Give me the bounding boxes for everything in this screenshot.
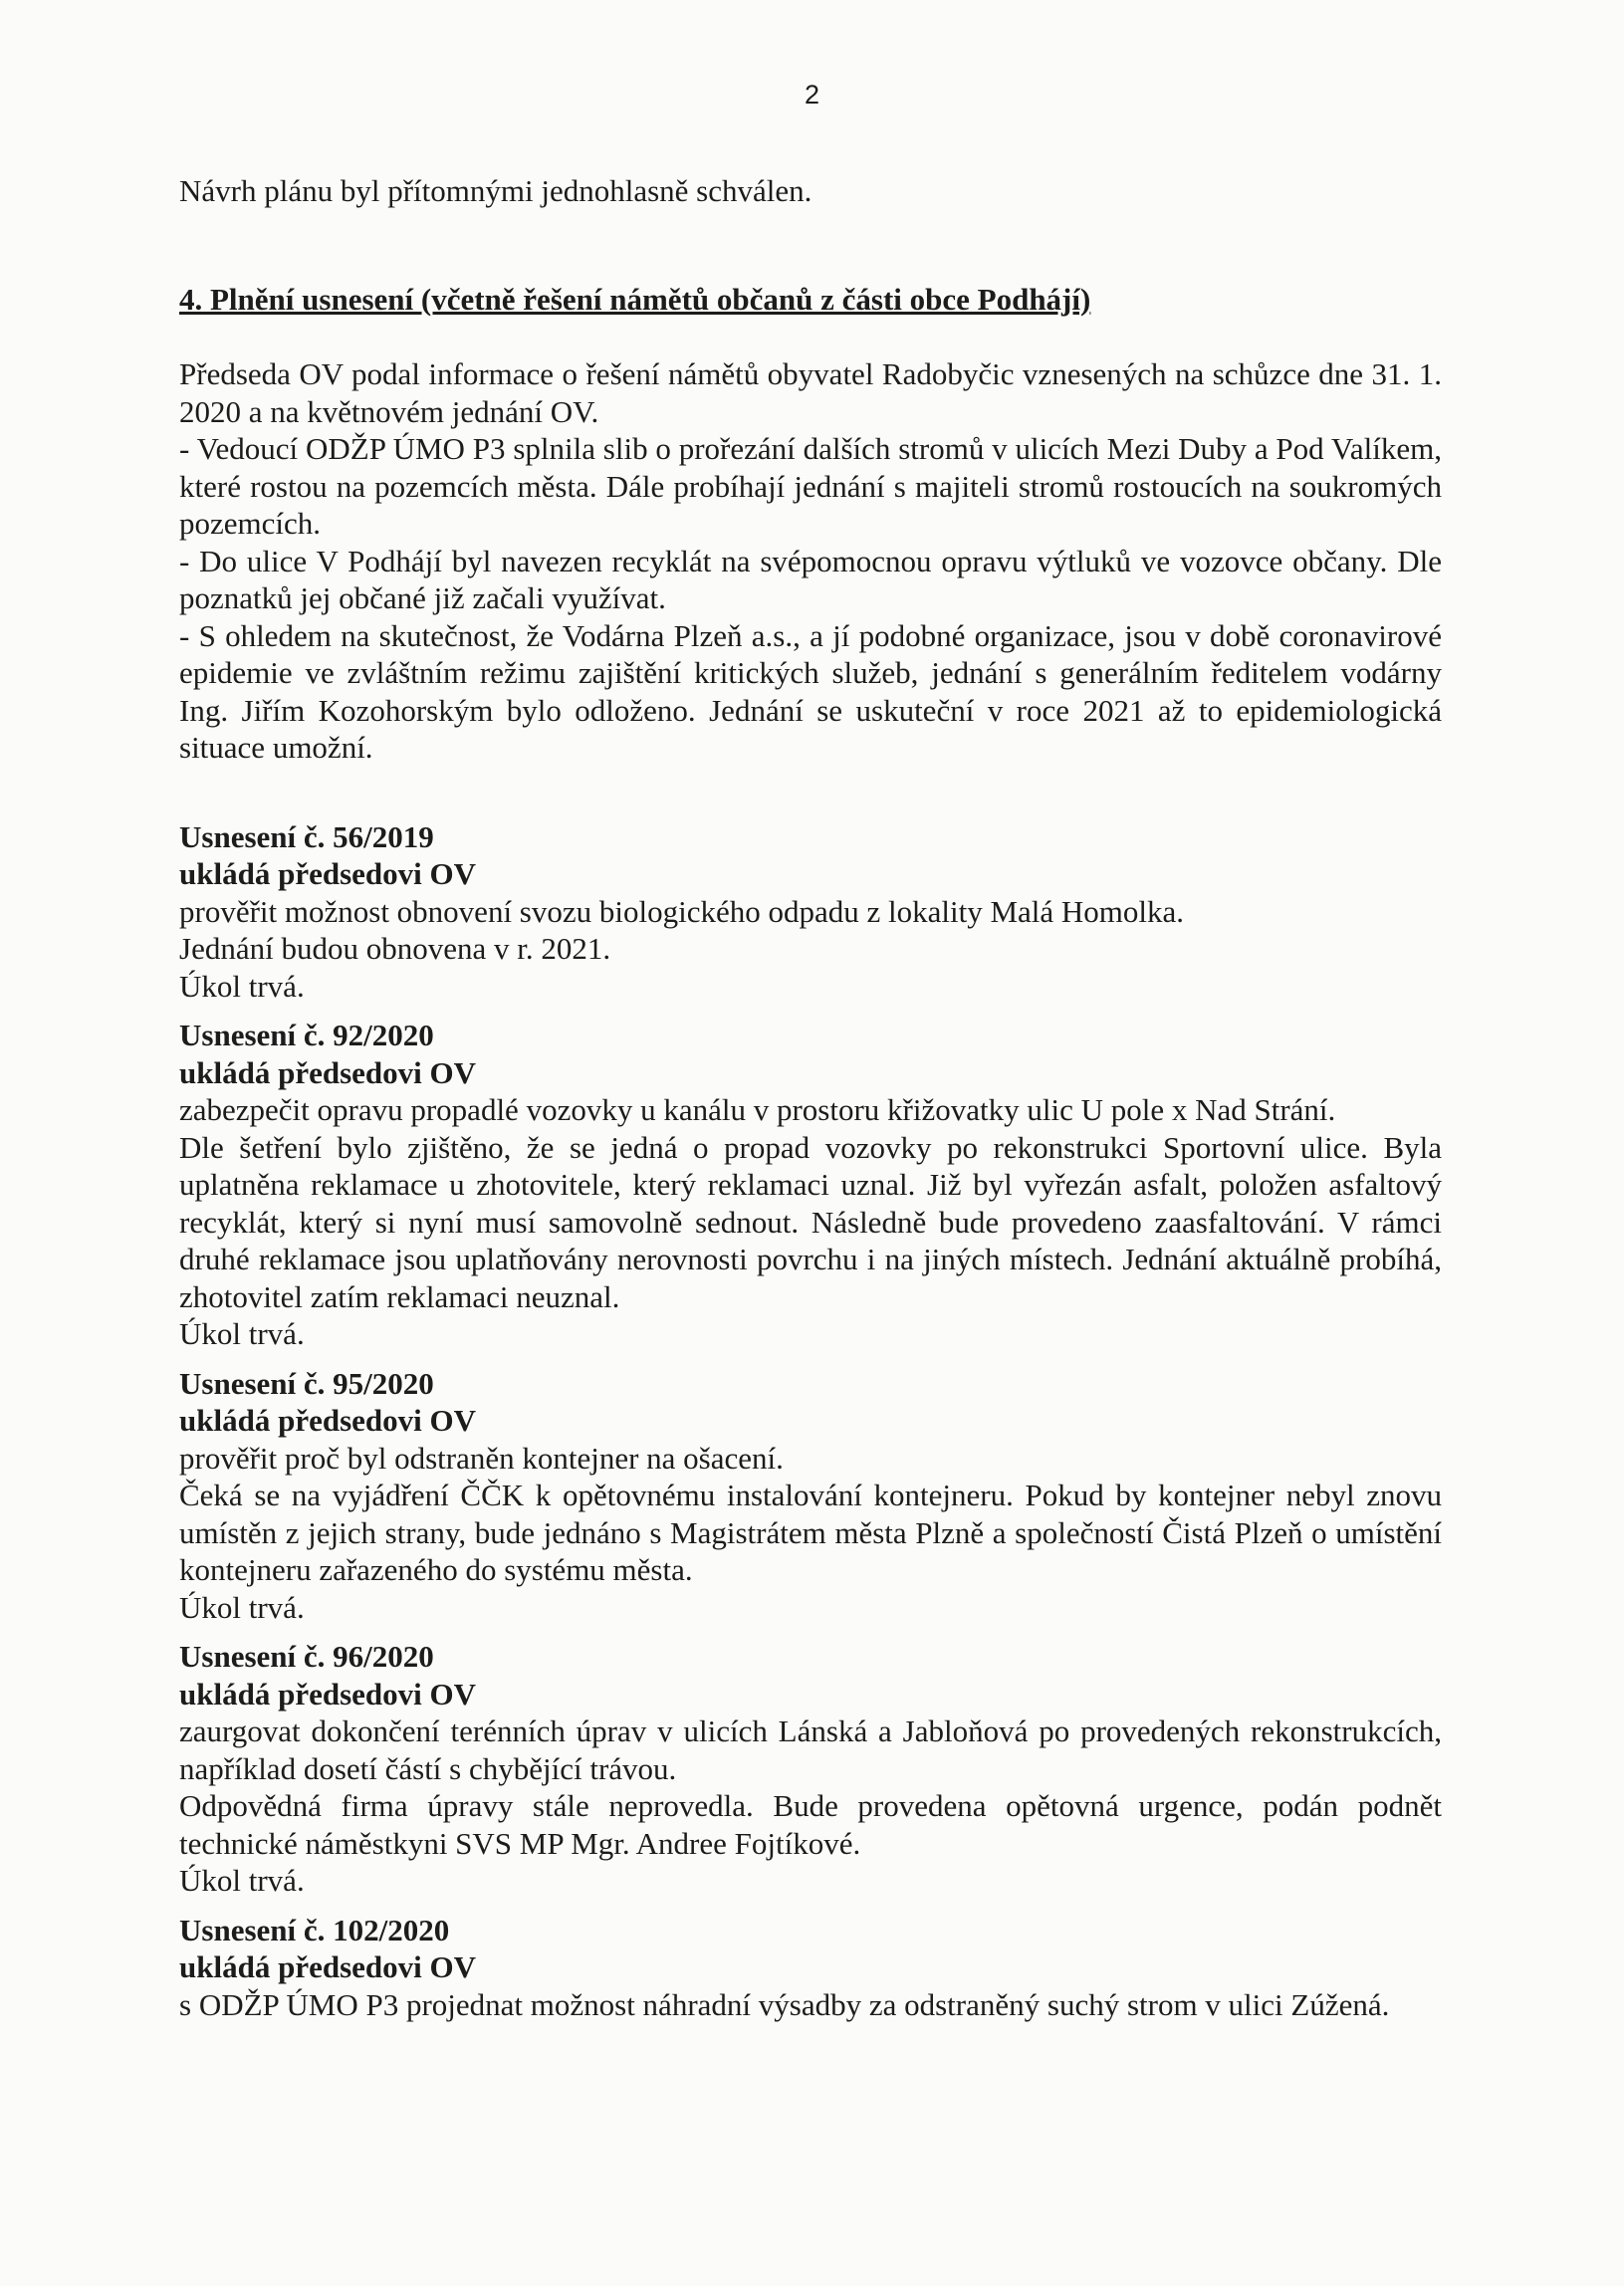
- section-paragraph: - Do ulice V Podhájí byl navezen recyklát na svépomocnou opravu výtluků ve vozovce občany. Dle poznatků jej občané již začali využívat.: [179, 543, 1442, 615]
- resolution-line: prověřit proč byl odstraněn kontejner na ošacení.: [179, 1440, 784, 1476]
- spacer: [179, 767, 1442, 818]
- resolution-title: Usnesení č. 92/2020: [179, 1018, 434, 1052]
- resolution-verb: ukládá předsedovi OV: [179, 856, 477, 891]
- resolution-title: Usnesení č. 102/2020: [179, 1912, 450, 1947]
- document-body: [179, 172, 1442, 2035]
- resolution-block: [179, 1638, 1442, 1900]
- resolution-block: [179, 818, 1442, 1006]
- section-paragraph: - Vedoucí ODŽP ÚMO P3 splnila slib o prořezání dalších stromů v ulicích Mezi Duby a Pod Valíkem, které rostou na pozemcích města. Dále probíhají jednání s majiteli stromů rostoucích na soukromých pozemcích.: [179, 431, 1442, 541]
- resolution-line: Dle šetření bylo zjištěno, že se jedná o propad vozovky po rekonstrukci Sportovní ulice. Byla uplatněna reklamace u zhotovitele, který reklamaci uznal. Již byl vyřezán asfalt, položen asfaltový recyklát, který si nyní musí samovolně sednout. Následně bude provedeno zaasfaltování. V rámci druhé reklamace jsou uplatňovány nerovnosti povrchu i na jiných místech. Jednání aktuálně probíhá, zhotovitel zatím reklamaci neuznal.: [179, 1129, 1442, 1314]
- section-paragraph: - S ohledem na skutečnost, že Vodárna Plzeň a.s., a jí podobné organizace, jsou v době coronavirové epidemie ve zvláštním režimu zajištění kritických služeb, jednání s generálním ředitelem vodárny Ing. Jiřím Kozohorským bylo odloženo. Jednání se uskuteční v roce 2021 až to epidemiologická situace umožní.: [179, 617, 1442, 765]
- resolution-block: [179, 1365, 1442, 1627]
- resolution-verb: ukládá předsedovi OV: [179, 1054, 477, 1090]
- section-heading: 4. Plnění usnesení (včetně řešení námětů občanů z části obce Podhájí): [179, 281, 1091, 317]
- resolution-line: Čeká se na vyjádření ČČK k opětovnému instalování kontejneru. Pokud by kontejner nebyl znovu umístěn z jejich strany, bude jednáno s Magistrátem města Plzně a společností Čistá Plzeň o umístění kontejneru zařazeného do systému města.: [179, 1478, 1442, 1587]
- resolution-verb: ukládá předsedovi OV: [179, 1676, 477, 1712]
- resolution-status: Úkol trvá.: [179, 968, 305, 1004]
- resolution-status: Úkol trvá.: [179, 1316, 305, 1351]
- resolution-line: prověřit možnost obnovení svozu biologického odpadu z lokality Malá Homolka.: [179, 893, 1185, 929]
- resolution-verb: ukládá předsedovi OV: [179, 1403, 477, 1438]
- resolution-line: s ODŽP ÚMO P3 projednat možnost náhradní výsadby za odstraněný suchý strom v ulici Zúžená.: [179, 1986, 1390, 2022]
- resolution-block: [179, 1912, 1442, 2024]
- page-number: 2: [804, 80, 820, 110]
- resolution-line: Odpovědná firma úpravy stále neprovedla. Bude provedena opětovná urgence, podán podnět technické náměstkyni SVS MP Mgr. Andree Fojtíkové.: [179, 1788, 1442, 1861]
- resolution-line: Jednání budou obnovena v r. 2021.: [179, 931, 611, 966]
- resolution-title: Usnesení č. 56/2019: [179, 818, 434, 854]
- resolution-line: zabezpečit opravu propadlé vozovky u kanálu v prostoru křižovatky ulic U pole x Nad Strání.: [179, 1092, 1336, 1127]
- resolution-title: Usnesení č. 95/2020: [179, 1365, 434, 1401]
- resolution-status: Úkol trvá.: [179, 1863, 305, 1898]
- resolution-verb: ukládá předsedovi OV: [179, 1949, 477, 1984]
- resolution-status: Úkol trvá.: [179, 1589, 305, 1625]
- resolution-block: [179, 1017, 1442, 1353]
- resolution-title: Usnesení č. 96/2020: [179, 1639, 434, 1674]
- resolution-line: zaurgovat dokončení terénních úprav v ulicích Lánská a Jabloňová po provedených rekonstrukcích, například dosetí částí s chybějící trávou.: [179, 1714, 1442, 1786]
- intro-paragraph: Návrh plánu byl přítomnými jednohlasně schválen.: [179, 173, 812, 208]
- section-paragraph: Předseda OV podal informace o řešení námětů obyvatel Radobyčic vznesených na schůzce dne 31. 1. 2020 a na květnovém jednání OV.: [179, 356, 1442, 429]
